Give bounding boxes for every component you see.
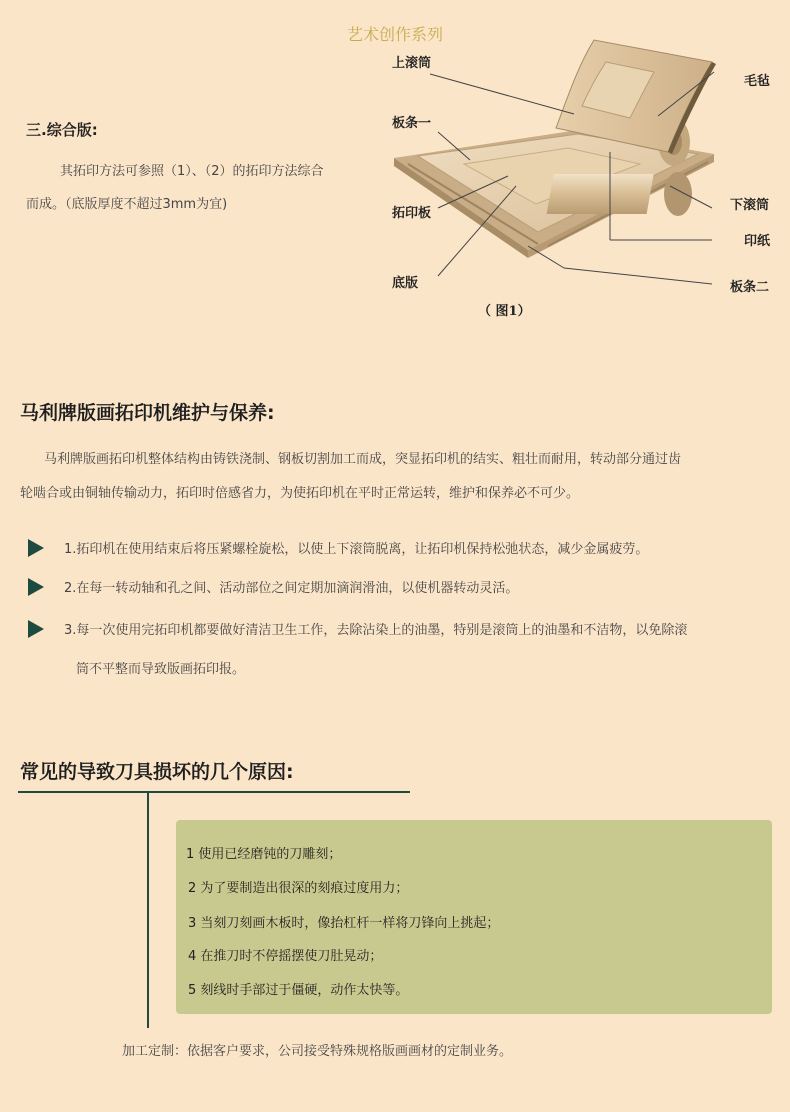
triangle-bullet-icon [28,539,44,557]
custom-order-note: 加工定制：依据客户要求，公司接受特殊规格版画画材的定制业务。 [122,1044,513,1059]
cause-item: 4 在推刀时不停摇摆使刀肚晃动； [188,949,383,964]
label-base-plate: 底版 [392,276,419,291]
causes-box [176,820,772,1014]
section3-heading: 三.综合版: [26,121,98,139]
maintenance-tip-text: 3.每一次使用完拓印机都要做好清洁卫生工作，去除沾染上的油墨，特别是滚筒上的油墨和不洁物，以免除滚 [64,623,688,638]
label-felt: 毛毡 [744,74,771,89]
label-strip-two: 板条二 [730,280,770,295]
label-print-paper: 印纸 [744,234,771,249]
figure-caption: （ 图1） [478,304,531,319]
triangle-bullet-icon [28,578,44,596]
label-upper-roller: 上滚筒 [392,56,432,71]
section3-text-line1: 其拓印方法可参照（1）、（2）的拓印方法综合 [60,164,324,179]
divider-vertical [147,791,149,1028]
label-strip-one: 板条一 [392,116,432,131]
maintenance-tip-text: 2.在每一转动轴和孔之间、活动部位之间定期加滴润滑油，以使机器转动灵活。 [64,581,519,596]
printing-press-diagram [378,36,790,326]
label-lower-roller: 下滚筒 [730,198,770,213]
page-title: 艺术创作系列 [346,25,443,44]
cause-item: 5 刻线时手部过于僵硬，动作太快等。 [188,983,409,998]
section3-text-line2: 而成。（底版厚度不超过3mm为宜) [26,197,228,212]
maintenance-tip-continuation: 筒不平整而导致版画拓印报。 [76,662,246,677]
cause-item: 3 当刻刀刻画木板时，像抬杠杆一样将刀锋向上挑起； [188,916,500,931]
maintenance-heading: 马利牌版画拓印机维护与保养: [20,402,275,424]
maintenance-paragraph-line1: 马利牌版画拓印机整体结构由铸铁浇制、钢板切割加工而成，突显拓印机的结实、粗壮而耐用，转动部分通过齿 [44,452,682,467]
maintenance-paragraph-line2: 轮啮合或由铜轴传输动力，拓印时倍感省力，为使拓印机在平时正常运转，维护和保养必不可少。 [20,486,580,501]
cause-item: 2 为了要制造出很深的刻痕过度用力； [188,881,409,896]
divider-horizontal [18,791,410,793]
press-illustration [378,36,790,326]
causes-heading: 常见的导致刀具损坏的几个原因: [20,761,294,783]
triangle-bullet-icon [28,620,44,638]
label-print-plate: 拓印板 [392,206,432,221]
cause-item: 1 使用已经磨钝的刀雕刻； [186,847,342,862]
maintenance-tip-text: 1.拓印机在使用结束后将压紧螺栓旋松，以使上下滚筒脱离，让拓印机保持松弛状态，减少金属疲劳。 [64,542,649,557]
